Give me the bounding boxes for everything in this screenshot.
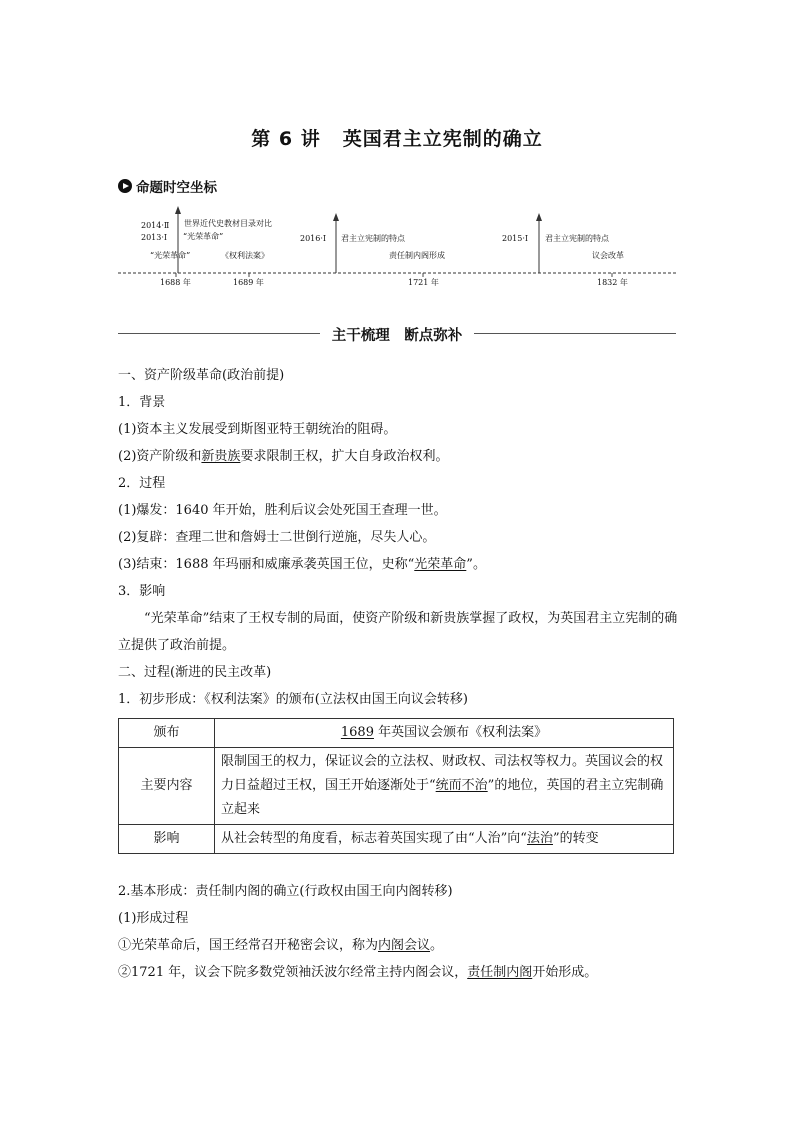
lecture-number: 第 6 讲 <box>251 128 321 150</box>
year-1832: 1832 年 <box>597 278 628 287</box>
process-item-1: (1)爆发：1640 年开始，胜利后议会处死国王查理一世。 <box>118 503 447 518</box>
year-1689: 1689 年 <box>233 278 264 287</box>
lecture-name: 英国君主立宪制的确立 <box>342 128 543 150</box>
row-content: 限制国王的权力，保证议会的立法权、财政权、司法权等权力。英国议会的权力日益超过王权，国王开始逐渐处于“统而不治”的地位，英国的君主立宪制确立起来 <box>215 748 674 825</box>
timeline-heading-text: 命题时空坐标 <box>136 180 217 196</box>
arrow-head-1688 <box>175 206 181 214</box>
event-cabinet: 责任制内阁形成 <box>389 251 445 260</box>
section-title: 主干梳理 断点弥补 <box>320 328 475 344</box>
note-features-2: 君主立宪制的特点 <box>545 234 609 243</box>
background-item-1: (1)资本主义发展受到斯图亚特王朝统治的阻碍。 <box>118 422 397 437</box>
part2-heading: 二、过程(渐进的民主改革) <box>118 665 272 680</box>
row-label: 颁布 <box>119 719 215 748</box>
note-glorious-revolution: “光荣革命” <box>183 232 224 241</box>
event-reform: 议会改革 <box>592 251 624 260</box>
row-content: 从社会转型的角度看，标志着英国实现了由“人治”向“法治”的转变 <box>215 825 674 854</box>
exam-mark-2016: 2016·Ⅰ <box>300 234 327 243</box>
underlined-answer: 责任制内阁 <box>467 965 533 980</box>
background-item-2: (2)资产阶级和新贵族要求限制王权，扩大自身政治权利。 <box>118 449 449 464</box>
year-1721: 1721 年 <box>408 278 439 287</box>
page-title <box>0 124 794 151</box>
play-icon <box>118 179 132 193</box>
table-row <box>119 825 674 854</box>
impact-text: “光荣革命”结束了王权专制的局面，使资产阶级和新贵族掌握了政权，为英国君主立宪制的确立提供了政治前提。 <box>118 611 678 653</box>
formation-item-2: ②1721 年，议会下院多数党领袖沃波尔经常主持内阁会议，责任制内阁开始形成。 <box>118 965 598 980</box>
formation-item-1: ①光荣革命后，国王经常召开秘密会议，称为内阁会议。 <box>118 938 444 953</box>
part1-heading: 一、资产阶级革命(政治前提) <box>118 368 285 383</box>
underlined-answer: 光荣革命 <box>414 557 467 572</box>
row-content: 1689 年英国议会颁布《权利法案》 <box>215 719 674 748</box>
bill-of-rights-table <box>118 718 674 854</box>
underlined-answer: 新贵族 <box>201 449 241 464</box>
table-row <box>119 748 674 825</box>
year-1688: 1688 年 <box>160 278 191 287</box>
arrow-head-1832 <box>536 213 542 221</box>
note-textbook: 世界近代史教材目录对比 <box>184 219 272 228</box>
exam-mark-2015: 2015·Ⅰ <box>502 234 529 243</box>
arrow-head-1721 <box>333 213 339 221</box>
row-label: 影响 <box>119 825 215 854</box>
section-divider <box>118 323 676 343</box>
row-label: 主要内容 <box>119 748 215 825</box>
note-features-1: 君主立宪制的特点 <box>341 234 405 243</box>
timeline-heading <box>118 176 217 196</box>
process-item-3: (3)结束：1688 年玛丽和威廉承袭英国王位，史称“光荣革命”。 <box>118 557 486 572</box>
process-item-2: (2)复辟：查理二世和詹姆士二世倒行逆施，尽失人心。 <box>118 530 436 545</box>
timeline-diagram <box>118 200 680 292</box>
underlined-answer: 1689 <box>340 725 374 740</box>
event-bill-of-rights: 《权利法案》 <box>221 251 269 260</box>
table-row <box>119 719 674 748</box>
exam-mark-2013: 2013·Ⅰ <box>141 233 168 242</box>
underlined-answer: 统而不治 <box>435 778 488 793</box>
sub2-formation-heading: (1)形成过程 <box>118 911 189 926</box>
event-glorious-revolution: “光荣革命” <box>150 251 191 260</box>
background-heading: 1．背景 <box>118 395 166 410</box>
process-heading: 2．过程 <box>118 476 166 491</box>
exam-mark-2014: 2014·Ⅱ <box>141 221 170 230</box>
sub2-heading: 2.基本形成：责任制内阁的确立(行政权由国王向内阁转移) <box>118 884 453 899</box>
sub1-heading: 1．初步形成：《权利法案》的颁布(立法权由国王向议会转移) <box>118 692 468 707</box>
underlined-answer: 内阁会议 <box>378 938 431 953</box>
underlined-answer: 法治 <box>526 831 553 846</box>
impact-heading: 3．影响 <box>118 584 166 599</box>
